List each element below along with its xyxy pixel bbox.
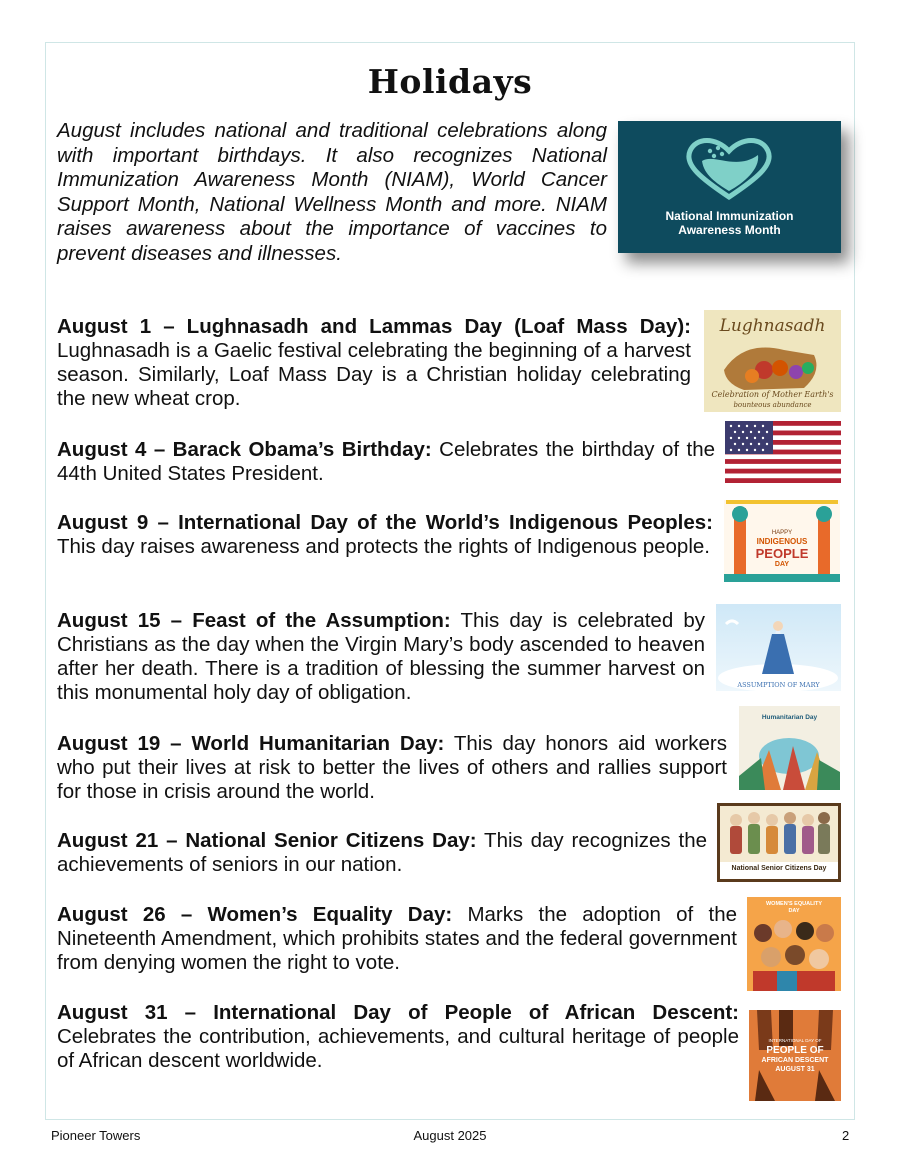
indigenous-word1: INDIGENOUS xyxy=(756,537,808,546)
entry-text: This day is celebrated by Christians as the day when the Virgin Mary’s body ascended to heaven after her death. There is a tradition of blessing the summer harvest on this monumental holy day of obligation. xyxy=(57,609,705,704)
entry-heading: August 31 – International Day of People of African Descent: xyxy=(57,1001,739,1024)
assumption-caption: ASSUMPTION OF MARY xyxy=(737,681,820,689)
entry-aug-15 xyxy=(57,609,705,705)
entry-aug-26 xyxy=(57,903,737,975)
entry-text: This day raises awareness and protects the rights of Indigenous people. xyxy=(57,535,710,558)
footer-left: Pioneer Towers xyxy=(51,1128,141,1143)
entry-heading: August 1 – Lughnasadh and Lammas Day (Loaf Mass Day): xyxy=(57,315,691,338)
entry-heading: August 26 – Women’s Equality Day: xyxy=(57,903,453,926)
seniors-caption: National Senior Citizens Day xyxy=(731,865,827,872)
african-line3: AFRICAN DESCENT xyxy=(761,1057,829,1064)
lughnasadh-sub: bounteous abundance xyxy=(733,401,812,409)
entry-aug-4 xyxy=(57,438,715,486)
entry-text: Marks the adoption of the Nineteenth Amendment, which prohibits states and the federal government from denying women the right to vote. xyxy=(57,903,737,974)
entry-aug-31 xyxy=(57,1001,739,1073)
senior-citizens-image xyxy=(717,803,841,882)
entry-aug-9 xyxy=(57,511,713,559)
indigenous-word2: PEOPLE xyxy=(755,546,809,561)
humanitarian-day-image xyxy=(739,706,840,790)
entry-aug-19 xyxy=(57,732,727,804)
entry-heading: August 15 – Feast of the Assumption: xyxy=(57,609,451,632)
entry-text: This day honors aid workers who put their lives at risk to better the lives of others and rallies support for those in crisis around the world. xyxy=(57,732,727,803)
entry-text: Celebrates the birthday of the 44th United States President. xyxy=(57,438,715,485)
womens-caption-1: WOMEN'S EQUALITY xyxy=(765,901,822,907)
niam-image xyxy=(618,121,841,253)
niam-caption-2: Awareness Month xyxy=(678,223,781,237)
entry-aug-21 xyxy=(57,829,707,877)
entry-heading: August 4 – Barack Obama’s Birthday: xyxy=(57,438,432,461)
african-line2: PEOPLE OF xyxy=(766,1045,824,1056)
entry-text: Celebrates the contribution, achievements, and cultural heritage of people of African descent worldwide. xyxy=(57,1025,739,1072)
entry-aug-1 xyxy=(57,315,691,411)
indigenous-happy: HAPPY xyxy=(771,530,793,536)
entry-heading: August 9 – International Day of the World’s Indigenous Peoples: xyxy=(57,511,713,534)
niam-caption-1: National Immunization xyxy=(665,209,794,223)
humanitarian-caption: Humanitarian Day xyxy=(761,714,818,721)
lughnasadh-caption: Celebration of Mother Earth's xyxy=(711,390,834,399)
entry-text: This day recognizes the achievements of seniors in our nation. xyxy=(57,829,708,876)
lughnasadh-image xyxy=(704,310,841,412)
page-title: Holidays xyxy=(367,62,533,101)
indigenous-day-image xyxy=(724,500,840,582)
lughnasadh-title: Lughnasadh xyxy=(719,316,826,336)
assumption-image xyxy=(716,604,841,691)
entry-text: Lughnasadh is a Gaelic festival celebrating the beginning of a harvest season. Similarly, Loaf Mass Day is a Christian holiday celebrating the new wheat crop. xyxy=(57,339,691,410)
footer-page-number: 2 xyxy=(842,1128,850,1143)
entry-heading: August 19 – World Humanitarian Day: xyxy=(57,732,445,755)
entry-heading: August 21 – National Senior Citizens Day: xyxy=(57,829,477,852)
african-line1: INTERNATIONAL DAY OF xyxy=(768,1038,822,1043)
intro-paragraph: August includes national and traditional celebrations along with important birthdays. It also recognizes National Immunization Awareness Month (NIAM), World Cancer Support Month, National Wellness Month and more. NIAM raises awareness about the importance of vaccines to prevent diseases and illnesses. xyxy=(57,119,607,265)
womens-caption-2: DAY xyxy=(788,908,800,914)
womens-equality-image xyxy=(747,897,841,991)
footer-center: August 2025 xyxy=(413,1128,487,1143)
us-flag-image xyxy=(725,421,841,483)
african-line4: AUGUST 31 xyxy=(775,1066,815,1073)
indigenous-word3: DAY xyxy=(774,561,790,568)
african-descent-image xyxy=(749,1010,841,1101)
